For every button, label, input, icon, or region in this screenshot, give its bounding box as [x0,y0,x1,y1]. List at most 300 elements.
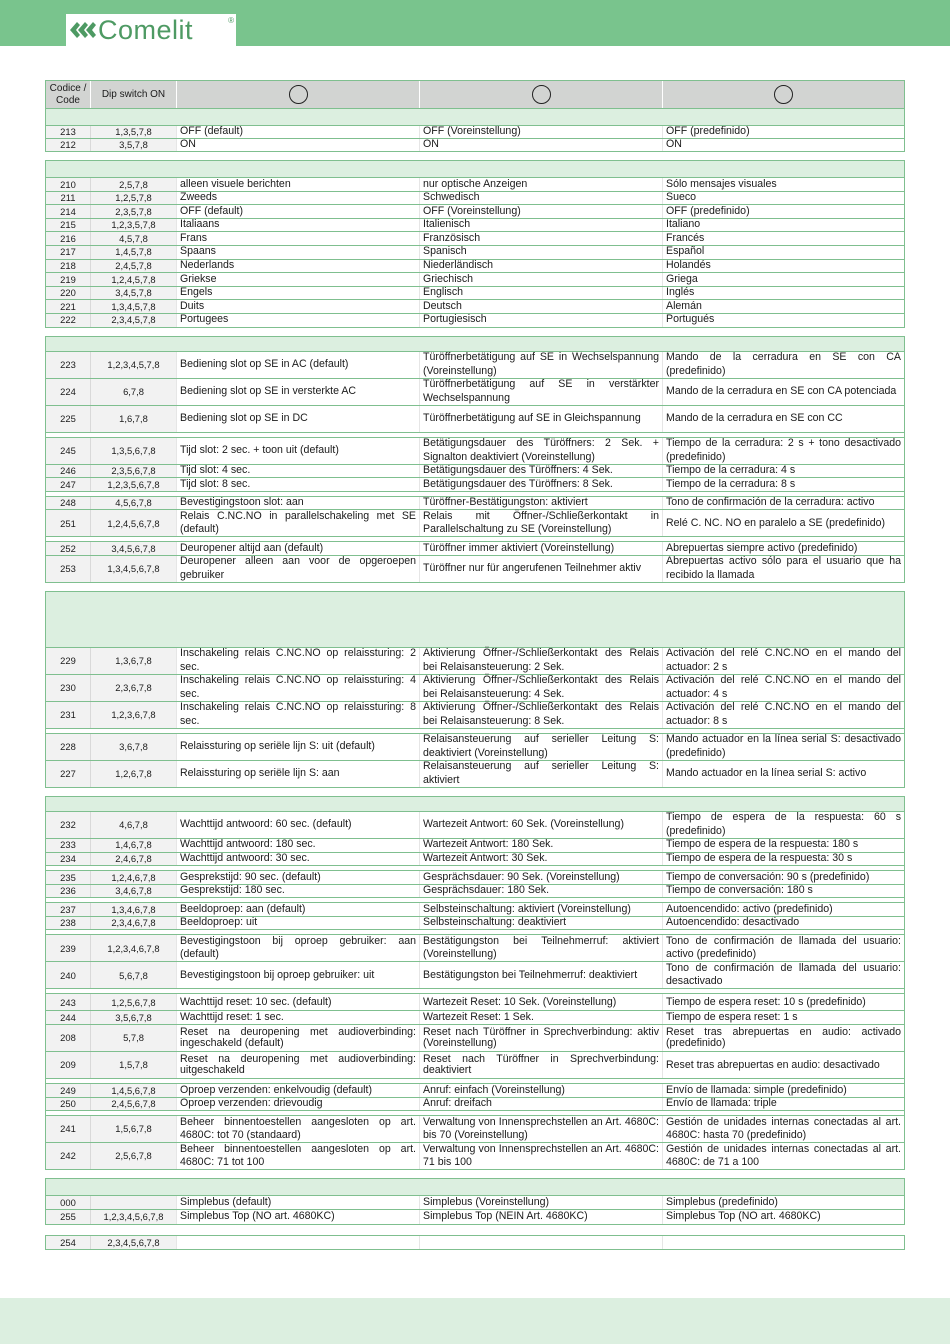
text-nl-cell: Wachttijd antwoord: 30 sec. [177,853,420,866]
code-cell: 223 [46,352,91,378]
dip-switch-cell: 1,2,3,5,6,7,8 [91,478,177,491]
group-title-band [46,161,904,177]
code-cell: 212 [46,139,91,151]
dip-switch-cell: 2,3,4,6,7,8 [91,917,177,930]
table-row [46,961,904,988]
text-nl-cell: Inschakeling relais C.NC.NO op relaissturing: 2 sec. [177,648,420,674]
dip-switch-cell: 1,3,4,5,6,7,8 [91,556,177,582]
table-row [46,191,904,205]
code-cell: 218 [46,260,91,273]
text-es-cell: Activación del relé C.NC.NO en el mando del actuador: 2 s [666,647,901,673]
code-cell: 211 [46,192,91,205]
text-de-cell: Niederländisch [420,260,663,273]
code-cell: 247 [46,478,91,491]
table-row [46,674,904,701]
table-row [46,125,904,138]
dip-switch-cell: 1,2,5,6,7,8 [91,994,177,1010]
dip-switch-cell: 2,3,5,6,7,8 [91,465,177,478]
text-de-cell [420,1236,663,1249]
table-row [46,299,904,313]
code-cell: 210 [46,178,91,191]
table-group [45,796,905,1170]
text-es-cell: Italiano [666,218,701,231]
header-code: Codice / Code [46,81,91,108]
text-de-cell: Aktivierung Öffner-/Schließerkontakt des Relais bei Relaisansteuerung: 8 Sek. [420,702,663,728]
dip-switch-cell: 2,4,5,6,7,8 [91,1098,177,1111]
code-cell: 245 [46,438,91,464]
text-es-cell: Griega [666,272,698,285]
code-cell: 243 [46,994,91,1010]
text-nl-cell: Spaans [177,246,420,259]
text-nl-cell: Engels [177,287,420,300]
dip-switch-cell: 2,4,6,7,8 [91,853,177,866]
text-es-cell: Simplebus Top (NO art. 4680KC) [666,1210,821,1223]
text-de-cell: Wartezeit Antwort: 30 Sek. [420,853,663,866]
code-cell: 216 [46,232,91,245]
text-de-cell: Anruf: dreifach [420,1098,663,1111]
text-de-cell: Aktivierung Öffner-/Schließerkontakt des Relais bei Relaisansteuerung: 2 Sek. [420,648,663,674]
code-cell: 254 [46,1236,91,1249]
table-row [46,555,904,582]
text-de-cell: Portugiesisch [420,314,663,327]
text-de-cell: Betätigungsdauer des Türöffners: 4 Sek. [420,465,663,478]
header-lang-de [420,81,663,108]
code-cell: 238 [46,917,91,930]
dip-switch-cell: 1,3,4,6,7,8 [91,903,177,916]
code-cell: 237 [46,903,91,916]
code-cell: 246 [46,465,91,478]
text-de-cell: Relaisansteuerung auf serieller Leitung S: aktiviert [420,761,663,787]
table-group [45,591,905,788]
dip-switch-cell: 1,2,3,4,6,7,8 [91,935,177,961]
table-row [46,1195,904,1209]
table-body [45,109,905,1250]
text-nl-cell: Bevestigingstoon bij oproep gebruiker: aan (default) [177,935,420,961]
text-de-cell: Griechisch [420,273,663,286]
dip-switch-cell [91,1196,177,1209]
code-cell: 225 [46,406,91,432]
text-es-cell [663,1236,904,1249]
text-nl-cell: Relais C.NC.NO in parallelschakeling met SE (default) [177,510,420,536]
code-cell: 255 [46,1210,91,1224]
text-nl-cell: Tijd slot: 8 sec. [177,478,420,491]
table-row [46,993,904,1010]
text-de-cell: Gesprächsdauer: 180 Sek. [420,885,663,898]
text-nl-cell: alleen visuele berichten [177,178,420,191]
code-cell: 227 [46,761,91,787]
code-cell: 209 [46,1052,91,1078]
text-es-cell: Abrepuertas siempre activo (predefinido) [666,541,858,554]
table-row [46,1083,904,1097]
table-row [46,245,904,259]
table-row [46,272,904,286]
text-de-cell: Deutsch [420,300,663,313]
table-row [46,852,904,866]
dip-switch-cell: 3,5,7,8 [91,139,177,151]
table-row [46,838,904,852]
text-es-cell: Tiempo de espera reset: 1 s [666,1010,798,1023]
dip-switch-cell: 1,2,4,5,6,7,8 [91,510,177,536]
dip-switch-cell: 5,6,7,8 [91,962,177,988]
text-de-cell: Türöffner-Bestätigungston: aktiviert [420,497,663,510]
group-title-band [46,337,904,351]
text-nl-cell: Reset na deuropening met audioverbinding: ingeschakeld (default) [177,1025,420,1051]
text-es-cell: Autoencendido: desactivado [666,916,800,929]
text-es-cell: Abrepuertas activo sólo para el usuario que ha recibido la llamada [666,555,901,581]
text-de-cell: Verwaltung von Innensprechstellen an Art. 4680C: 71 bis 100 [420,1143,663,1169]
text-es-cell: Mando de la cerradura en SE con CC [666,411,843,424]
table-group [45,160,905,328]
text-de-cell: Bestätigungston bei Teilnehmerruf: aktiviert (Voreinstellung) [420,935,663,961]
text-nl-cell: Oproep verzenden: drievoudig [177,1098,420,1111]
bottom-band [0,1298,950,1344]
text-es-cell: Español [666,245,705,258]
code-cell: 235 [46,871,91,884]
text-nl-cell: Beeldoproep: aan (default) [177,903,420,916]
group-title-band [46,797,904,811]
code-cell: 208 [46,1025,91,1051]
dip-switch-cell: 3,6,7,8 [91,734,177,760]
dip-switch-cell: 5,7,8 [91,1025,177,1051]
text-de-cell: Bestätigungston bei Teilnehmerruf: deaktiviert [420,962,663,988]
header-lang-es [663,81,904,108]
table-group [45,109,905,152]
brand-wordmark: Comelit [98,14,194,45]
text-nl-cell: Oproep verzenden: enkelvoudig (default) [177,1084,420,1097]
dip-switch-cell: 1,6,7,8 [91,406,177,432]
text-nl-cell: Griekse [177,273,420,286]
dip-switch-cell: 2,3,4,5,7,8 [91,314,177,327]
table-row [46,884,904,898]
dip-switch-cell: 1,3,4,5,7,8 [91,300,177,313]
text-es-cell: Reset tras abrepuertas en audio: activado (predefinido) [666,1026,901,1050]
table-row [46,811,904,838]
table-row [46,1024,904,1051]
dip-switch-cell: 1,3,5,7,8 [91,126,177,138]
dip-switch-cell: 4,5,6,7,8 [91,497,177,510]
text-de-cell: Aktivierung Öffner-/Schließerkontakt des Relais bei Relaisansteuerung: 4 Sek. [420,675,663,701]
text-es-cell: Inglés [666,286,695,299]
text-es-cell: Alemán [666,299,702,312]
text-es-cell: Tono de confirmación de la cerradura: activo [666,496,875,509]
text-nl-cell: Beheer binnentoestellen aangesloten op art. 4680C: 71 tot 100 [177,1143,420,1169]
text-es-cell: Activación del relé C.NC.NO en el mando del actuador: 4 s [666,674,901,700]
text-nl-cell: ON [177,139,420,151]
table-row [46,1209,904,1224]
table-row [46,218,904,232]
text-nl-cell: Deuropener altijd aan (default) [177,542,420,555]
dip-switch-cell: 1,4,6,7,8 [91,839,177,852]
text-es-cell: Simplebus (predefinido) [666,1195,778,1208]
text-de-cell: Relais mit Öffner-/Schließerkontakt in Parallelschaltung zu SE (Voreinstellung) [420,510,663,536]
text-es-cell: Tiempo de la cerradura: 4 s [666,464,796,477]
text-nl-cell: Wachttijd antwoord: 180 sec. [177,839,420,852]
text-de-cell: Wartezeit Antwort: 180 Sek. [420,839,663,852]
text-de-cell: Türöffnerbetätigung auf SE in verstärkter Wechselspannung [420,379,663,405]
dip-switch-cell: 3,5,6,7,8 [91,1011,177,1024]
group-title-band [46,109,904,125]
table-group [45,1235,905,1250]
flag-circle-icon [774,85,793,104]
code-cell: 252 [46,542,91,555]
dip-switch-cell: 3,4,5,6,7,8 [91,542,177,555]
code-cell: 222 [46,314,91,327]
text-nl-cell: Simplebus Top (NO art. 4680KC) [177,1210,420,1224]
text-nl-cell: Bediening slot op SE in DC [177,406,420,432]
code-cell: 250 [46,1098,91,1111]
table-row [46,647,904,674]
text-nl-cell: Gesprekstijd: 180 sec. [177,885,420,898]
text-de-cell: Betätigungsdauer des Türöffners: 8 Sek. [420,478,663,491]
text-nl-cell: Relaissturing op seriële lijn S: aan [177,761,420,787]
text-nl-cell: Gesprekstijd: 90 sec. (default) [177,871,420,884]
text-de-cell: Türöffnerbetätigung auf SE in Gleichspannung [420,406,663,432]
text-de-cell: Wartezeit Reset: 1 Sek. [420,1011,663,1024]
text-nl-cell: Duits [177,300,420,313]
dip-switch-cell: 1,2,3,6,7,8 [91,702,177,728]
dip-switch-cell: 2,3,6,7,8 [91,675,177,701]
dip-switch-cell: 1,2,4,6,7,8 [91,871,177,884]
dip-switch-cell: 1,2,3,5,7,8 [91,219,177,232]
code-cell: 230 [46,675,91,701]
dip-switch-cell: 4,5,7,8 [91,232,177,245]
text-de-cell: Gesprächsdauer: 90 Sek. (Voreinstellung) [420,871,663,884]
text-es-cell: Relé C. NC. NO en paralelo a SE (predefinido) [666,516,886,529]
text-nl-cell: Portugees [177,314,420,327]
dip-switch-cell: 1,5,6,7,8 [91,1116,177,1142]
table-row [46,1051,904,1078]
text-es-cell: Sueco [666,191,697,204]
text-nl-cell: Wachttijd reset: 1 sec. [177,1011,420,1024]
text-nl-cell: OFF (default) [177,126,420,138]
table-row [46,701,904,728]
text-es-cell: Sólo mensajes visuales [666,177,777,190]
text-es-cell: Tiempo de conversación: 180 s [666,884,813,897]
top-banner [0,0,950,46]
table-row [46,760,904,787]
text-nl-cell: Reset na deuropening met audioverbinding: uitgeschakeld [177,1052,420,1078]
text-de-cell: Selbsteinschaltung: aktiviert (Voreinstellung) [420,903,663,916]
code-cell: 234 [46,853,91,866]
flag-circle-icon [532,85,551,104]
text-es-cell: Tiempo de espera reset: 10 s (predefinido) [666,995,866,1008]
code-cell: 220 [46,287,91,300]
dip-switch-cell: 3,4,6,7,8 [91,885,177,898]
code-cell: 231 [46,702,91,728]
code-cell: 233 [46,839,91,852]
text-es-cell: Holandés [666,259,711,272]
text-es-cell: Mando actuador en la línea serial S: desactivado (predefinido) [666,733,901,759]
text-de-cell: Verwaltung von Innensprechstellen an Art. 4680C: bis 70 (Voreinstellung) [420,1116,663,1142]
text-de-cell: Relaisansteuerung auf serieller Leitung S: deaktiviert (Voreinstellung) [420,734,663,760]
text-es-cell: Mando de la cerradura en SE con CA potenciada [666,384,897,397]
text-de-cell: Spanisch [420,246,663,259]
table-row [46,464,904,478]
text-es-cell: OFF (predefinido) [666,204,750,217]
table-row [46,541,904,555]
text-es-cell: ON [666,138,682,151]
code-cell: 221 [46,300,91,313]
registered-mark: ® [228,16,234,25]
text-es-cell: Gestión de unidades internas conectadas al art. 4680C: de 71 a 100 [666,1142,901,1169]
code-cell: 214 [46,205,91,218]
header-lang-nl [177,81,420,108]
text-de-cell: Simplebus (Voreinstellung) [420,1196,663,1209]
table-group [45,1178,905,1225]
comelit-mark-icon [70,19,96,41]
code-cell: 239 [46,935,91,961]
table-row [46,138,904,151]
dip-switch-cell: 2,3,4,5,6,7,8 [91,1236,177,1249]
text-nl-cell: Deuropener alleen aan voor de opgeroepen gebruiker [177,556,420,582]
text-de-cell: Reset nach Türöffner in Sprechverbindung: aktiv (Voreinstellung) [420,1025,663,1051]
table-row [46,1142,904,1169]
text-nl-cell: Frans [177,232,420,245]
text-es-cell: Envío de llamada: simple (predefinido) [666,1083,847,1096]
text-nl-cell: Bevestigingstoon bij oproep gebruiker: uit [177,962,420,988]
text-nl-cell: Tijd slot: 4 sec. [177,465,420,478]
text-es-cell: Tiempo de espera de la respuesta: 30 s [666,852,853,864]
text-de-cell: OFF (Voreinstellung) [420,205,663,218]
text-es-cell: OFF (predefinido) [666,125,750,138]
code-cell: 219 [46,273,91,286]
text-nl-cell: Relaissturing op seriële lijn S: uit (default) [177,734,420,760]
text-es-cell: Autoencendido: activo (predefinido) [666,902,833,915]
dip-switch-cell: 1,2,4,5,7,8 [91,273,177,286]
code-cell: 229 [46,648,91,674]
text-nl-cell [177,1236,420,1249]
dip-switch-cell: 1,2,6,7,8 [91,761,177,787]
code-cell: 217 [46,246,91,259]
text-es-cell: Tiempo de la cerradura: 2 s + tono desactivado (predefinido) [666,436,901,463]
text-nl-cell: Inschakeling relais C.NC.NO op relaissturing: 8 sec. [177,702,420,728]
text-nl-cell: Italiaans [177,219,420,232]
table-row [46,204,904,218]
text-nl-cell: Simplebus (default) [177,1196,420,1209]
dip-switch-table [45,80,905,1250]
text-es-cell: Tiempo de espera de la respuesta: 180 s [666,838,859,851]
text-es-cell: Mando actuador en la línea serial S: activo [666,767,867,780]
text-de-cell: Betätigungsdauer des Türöffners: 2 Sek. + Signalton deaktiviert (Voreinstellung) [420,438,663,464]
header-dip-switch: Dip switch ON [91,81,177,108]
code-cell: 213 [46,126,91,138]
code-cell: 248 [46,497,91,510]
text-nl-cell: Nederlands [177,260,420,273]
text-es-cell: Activación del relé C.NC.NO en el mando del actuador: 8 s [666,701,901,727]
code-cell: 249 [46,1084,91,1097]
table-row [46,477,904,491]
table-row [46,1010,904,1024]
text-nl-cell: Zweeds [177,192,420,205]
text-nl-cell: Bediening slot op SE in AC (default) [177,352,420,378]
table-row [46,405,904,432]
text-de-cell: OFF (Voreinstellung) [420,126,663,138]
text-de-cell: Reset nach Türöffner in Sprechverbindung: deaktiviert [420,1052,663,1078]
code-cell: 215 [46,219,91,232]
text-de-cell: Simplebus Top (NEIN Art. 4680KC) [420,1210,663,1224]
table-row [46,437,904,464]
table-row [46,313,904,327]
table-row [46,259,904,273]
text-nl-cell: Beeldoproep: uit [177,917,420,930]
code-cell: 224 [46,379,91,405]
text-de-cell: Französisch [420,232,663,245]
text-de-cell: Türöffnerbetätigung auf SE in Wechselspannung (Voreinstellung) [420,352,663,378]
code-cell: 253 [46,556,91,582]
text-de-cell: Englisch [420,287,663,300]
text-de-cell: Wartezeit Reset: 10 Sek. (Voreinstellung) [420,994,663,1010]
table-row [46,934,904,961]
dip-switch-cell: 4,6,7,8 [91,812,177,838]
dip-switch-cell: 1,2,5,7,8 [91,192,177,205]
text-de-cell: Anruf: einfach (Voreinstellung) [420,1084,663,1097]
table-row [46,1097,904,1111]
text-nl-cell: Bediening slot op SE in versterkte AC [177,379,420,405]
text-de-cell: Selbsteinschaltung: deaktiviert [420,917,663,930]
text-nl-cell: Wachttijd antwoord: 60 sec. (default) [177,812,420,838]
dip-switch-cell: 2,5,7,8 [91,178,177,191]
text-nl-cell: Beheer binnentoestellen aangesloten op art. 4680C: tot 70 (standaard) [177,1116,420,1142]
dip-switch-cell: 1,5,7,8 [91,1052,177,1078]
text-nl-cell: Wachttijd reset: 10 sec. (default) [177,994,420,1010]
text-es-cell: Envío de llamada: triple [666,1097,777,1110]
table-row [46,1236,904,1249]
table-row [46,1115,904,1142]
group-title-band [46,1179,904,1195]
text-es-cell: Portugués [666,313,715,326]
text-nl-cell: OFF (default) [177,205,420,218]
text-de-cell: nur optische Anzeigen [420,178,663,191]
code-cell: 241 [46,1116,91,1142]
code-cell: 244 [46,1011,91,1024]
table-row [46,496,904,510]
text-es-cell: Mando de la cerradura en SE con CA (predefinido) [666,350,901,377]
text-de-cell: ON [420,139,663,151]
dip-switch-cell: 3,4,5,7,8 [91,287,177,300]
text-es-cell: Tiempo de la cerradura: 8 s [666,477,796,490]
dip-switch-cell: 1,3,5,6,7,8 [91,438,177,464]
table-row [46,733,904,760]
dip-switch-cell: 1,2,3,4,5,7,8 [91,352,177,378]
text-de-cell: Schwedisch [420,192,663,205]
text-nl-cell: Bevestigingstoon slot: aan [177,497,420,510]
text-nl-cell: Tijd slot: 2 sec. + toon uit (default) [177,438,420,464]
table-row [46,286,904,300]
table-row [46,177,904,191]
table-row [46,378,904,405]
flag-circle-icon [289,85,308,104]
dip-switch-cell: 1,4,5,6,7,8 [91,1084,177,1097]
table-row [46,231,904,245]
text-de-cell: Türöffner immer aktiviert (Voreinstellung) [420,542,663,555]
code-cell: 232 [46,812,91,838]
group-title-band [46,592,904,647]
code-cell: 251 [46,510,91,536]
dip-switch-cell: 2,3,5,7,8 [91,205,177,218]
code-cell: 236 [46,885,91,898]
table-row [46,870,904,884]
dip-switch-cell: 1,3,6,7,8 [91,648,177,674]
dip-switch-cell: 1,4,5,7,8 [91,246,177,259]
dip-switch-cell: 2,4,5,7,8 [91,260,177,273]
text-es-cell: Francés [666,231,705,244]
code-cell: 000 [46,1196,91,1209]
text-es-cell: Tiempo de conversación: 90 s (predefinido) [666,870,870,883]
dip-switch-cell: 6,7,8 [91,379,177,405]
text-es-cell: Tiempo de espera de la respuesta: 60 s (predefinido) [666,811,901,837]
code-cell: 242 [46,1143,91,1169]
table-row [46,509,904,536]
